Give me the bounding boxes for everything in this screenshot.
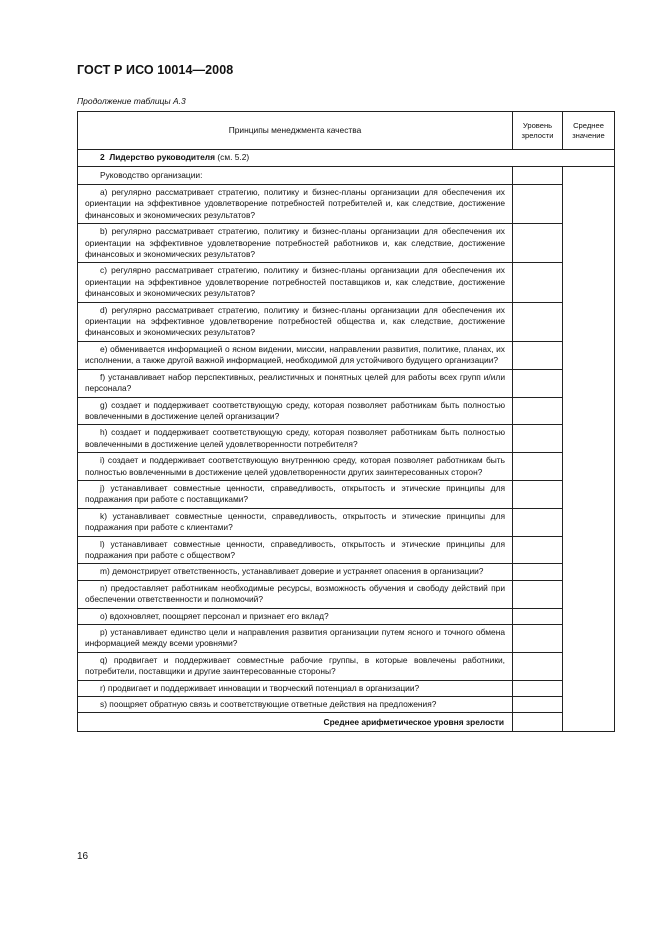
average-cell [563, 680, 615, 696]
average-cell [563, 480, 615, 508]
table-row [78, 564, 615, 580]
table-row [78, 224, 615, 263]
table-row [78, 397, 615, 425]
table-row [78, 680, 615, 696]
average-cell [563, 341, 615, 369]
question-text: f) устанавливает набор перспективных, реалистичных и понятных целей для работы всех групп и/или персонала? [78, 369, 513, 397]
maturity-cell[interactable] [513, 652, 563, 680]
table-row [78, 425, 615, 453]
table-row [78, 697, 615, 713]
average-cell [563, 263, 615, 302]
average-maturity-label: Среднее арифметическое уровня зрелости [78, 713, 513, 732]
page-number: 16 [77, 851, 89, 862]
maturity-cell[interactable] [513, 263, 563, 302]
maturity-cell[interactable] [513, 680, 563, 696]
question-text: k) устанавливает совместные ценности, справедливость, открытость и этические принципы для подражания при работе с клиентами? [78, 508, 513, 536]
section-title: Лидерство руководителя [109, 152, 216, 163]
question-text: l) устанавливает совместные ценности, справедливость, открытость и этические принципы для подражания при работе с обществом? [78, 536, 513, 564]
average-cell [563, 580, 615, 608]
average-cell [563, 425, 615, 453]
average-cell [563, 453, 615, 481]
footer-average-cell [563, 713, 615, 732]
maturity-cell[interactable] [513, 564, 563, 580]
header-average-value: Среднее значение [563, 112, 615, 150]
average-cell [563, 652, 615, 680]
average-cell [563, 185, 615, 224]
table-row [78, 480, 615, 508]
header-maturity-level: Уровень зрелости [513, 112, 563, 150]
question-text: е) обменивается информацией о ясном видении, миссии, направлении развития, политике, планах, их исполнении, а также другой важной информацией, необходимой для устойчивого будущего организации? [78, 341, 513, 369]
average-cell [563, 167, 615, 185]
lead-in-row [78, 167, 615, 185]
maturity-cell[interactable] [513, 369, 563, 397]
maturity-cell[interactable] [513, 185, 563, 224]
maturity-cell[interactable] [513, 480, 563, 508]
question-text: с) регулярно рассматривает стратегию, политику и бизнес-планы организации для обеспечения их ориентации на эффективное удовлетворение потребностей поставщиков и, как следствие, достижение финансовых и экономических результатов? [78, 263, 513, 302]
maturity-cell[interactable] [513, 608, 563, 624]
table-row [78, 185, 615, 224]
average-cell [563, 508, 615, 536]
table-row [78, 341, 615, 369]
maturity-cell[interactable] [513, 341, 563, 369]
question-text: b) регулярно рассматривает стратегию, политику и бизнес-планы организации для обеспечения их ориентации на эффективное удовлетворение потребностей работников и, как следствие, достижение финансовых и экономических результатов? [78, 224, 513, 263]
table-row [78, 369, 615, 397]
average-cell [563, 536, 615, 564]
header-row [78, 112, 615, 150]
maturity-table [77, 111, 615, 732]
maturity-cell[interactable] [513, 536, 563, 564]
question-text: q) продвигает и поддерживает совместные рабочие группы, в которые вовлечены работники, потребители, поставщики и другие заинтересованные стороны? [78, 652, 513, 680]
question-text: i) создает и поддерживает соответствующую внутреннюю среду, которая позволяет работникам быть полностью вовлеченными в достижение целей удовлетворенности других заинтересованных сторон? [78, 453, 513, 481]
maturity-cell[interactable] [513, 697, 563, 713]
question-text: m) демонстрирует ответственность, устанавливает доверие и устраняет опасения в организации? [78, 564, 513, 580]
average-cell [563, 608, 615, 624]
table-row [78, 536, 615, 564]
section-title-cell [78, 150, 615, 167]
section-row [78, 150, 615, 167]
question-text: n) предоставляет работникам необходимые ресурсы, возможность обучения и свободу действий при обеспечении ответственности и полномочий? [78, 580, 513, 608]
table-row [78, 508, 615, 536]
average-cell [563, 302, 615, 341]
maturity-cell[interactable] [513, 397, 563, 425]
question-text: а) регулярно рассматривает стратегию, политику и бизнес-планы организации для обеспечения их ориентации на эффективное удовлетворение потребностей потребителей и, как следствие, достижение финансовых и экономических результатов? [78, 185, 513, 224]
question-text: р) устанавливает единство цели и направления развития организации путем ясного и точного обмена информацией между всеми уровнями? [78, 625, 513, 653]
average-cell [563, 369, 615, 397]
maturity-cell[interactable] [513, 580, 563, 608]
section-reference: (см. 5.2) [217, 152, 250, 163]
footer-row [78, 713, 615, 732]
question-text: о) вдохновляет, поощряет персонал и признает его вклад? [78, 608, 513, 624]
maturity-cell[interactable] [513, 425, 563, 453]
question-text: s) поощряет обратную связь и соответствующие ответные действия на предложения? [78, 697, 513, 713]
question-text: h) создает и поддерживает соответствующую среду, которая позволяет работникам быть полностью вовлеченными в достижение целей удовлетворенности потребителя? [78, 425, 513, 453]
table-row [78, 302, 615, 341]
average-cell [563, 224, 615, 263]
table-row [78, 263, 615, 302]
average-cell [563, 397, 615, 425]
table-row [78, 453, 615, 481]
section-number: 2 [100, 152, 105, 163]
maturity-cell[interactable] [513, 625, 563, 653]
table-caption: Продолжение таблицы А.3 [77, 96, 186, 106]
header-principles: Принципы менеджмента качества [78, 112, 513, 150]
question-text: j) устанавливает совместные ценности, справедливость, открытость и этические принципы для подражания при работе с поставщиками? [78, 480, 513, 508]
maturity-cell[interactable] [513, 508, 563, 536]
document-title: ГОСТ Р ИСО 10014—2008 [77, 63, 234, 77]
question-text: r) продвигает и поддерживает инновации и творческий потенциал в организации? [78, 680, 513, 696]
maturity-cell[interactable] [513, 453, 563, 481]
maturity-cell[interactable] [513, 224, 563, 263]
maturity-cell[interactable] [513, 167, 563, 185]
average-cell [563, 564, 615, 580]
average-cell [563, 625, 615, 653]
lead-in-text: Руководство организации: [78, 167, 513, 185]
question-text: d) регулярно рассматривает стратегию, политику и бизнес-планы организации для обеспечения их ориентации на эффективное удовлетворение потребностей общества и, как следствие, достижение финансовых и экономических результатов? [78, 302, 513, 341]
table-row [78, 625, 615, 653]
average-cell [563, 697, 615, 713]
table-row [78, 580, 615, 608]
question-text: g) создает и поддерживает соответствующую среду, которая позволяет работникам быть полностью вовлеченными в достижение целей организации? [78, 397, 513, 425]
maturity-cell[interactable] [513, 302, 563, 341]
table-row [78, 652, 615, 680]
average-maturity-value[interactable] [513, 713, 563, 732]
table-row [78, 608, 615, 624]
